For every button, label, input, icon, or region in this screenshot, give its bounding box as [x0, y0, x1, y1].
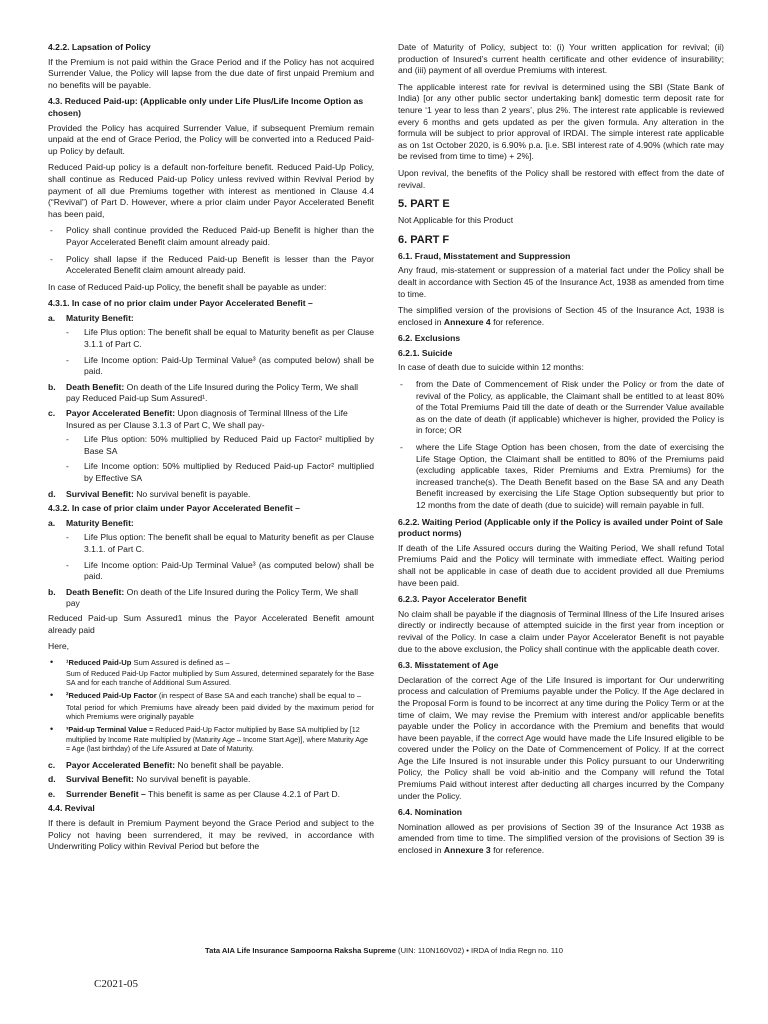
item-title: Payor Accelerated Benefit:: [66, 759, 176, 770]
item-text: No benefit shall be payable.: [177, 759, 284, 770]
part-f-title: 6. PART F: [398, 233, 450, 246]
revival-continued: Date of Maturity of Policy, subject to: (i) Your written application for revival; (ii) production of Insured’s current health certificate and other evidence of insurability; and (iii) payment of all overdue Premiums with interest.: [398, 42, 724, 76]
item-a2-maturity: [48, 518, 374, 530]
section-6-2-1-dash-1: - from the Date of Commencement of Risk under the Policy or from the date of revival of the Policy, as applicable, the Claimant shall be entitled to at least 80% of the Total Premiums Paid till the date of death or the Surrender Value available as on the date of death (if applicable) whichever is higher, provided the Policy is in force; OR: [398, 379, 724, 437]
section-4-4-text: If there is default in Premium Payment beyond the Grace Period and subject to the Policy not having been surrendered, it may be revived, in accordance with Underwriting Policy within Revival Period but before the: [48, 818, 374, 852]
page-footer: [0, 946, 768, 955]
item-title: Payor Accelerated Benefit:: [66, 408, 176, 419]
section-6-2-1-title: 6.2.1. Suicide: [398, 347, 453, 358]
footnote-3: [48, 725, 374, 754]
item-a-dash-2: - Life Income option: Paid-Up Terminal Value³ (as computed below) shall be paid.: [84, 355, 374, 378]
item-a-maturity: [48, 313, 374, 325]
item-label: e.: [48, 788, 56, 799]
item-title: Maturity Benefit:: [66, 312, 134, 323]
section-4-3-para-3: In case of Reduced Paid-up Policy, the benefit shall be payable as under:: [48, 281, 327, 292]
item-d2-survival: [48, 774, 374, 786]
footnote-1: [48, 658, 374, 668]
section-6-2-3-text: No claim shall be payable if the diagnosis of Terminal Illness of the Life Insured arises directly or indirectly because of attempted suicide in the first year from inception or revival of the Policy. In case a claim under Payor Accelerator Benefit is not payable due to the above exclusion, the Policy shall continue with the applicable death cover.: [398, 608, 724, 654]
item-d-survival: [48, 489, 374, 501]
item-b-death: [48, 382, 374, 405]
item-a2-dash-2: - Life Income option: Paid-Up Terminal Value³ (as computed below) shall be paid.: [84, 560, 374, 583]
item-title: Survival Benefit:: [66, 774, 134, 785]
item-label: a.: [48, 312, 56, 323]
item-c2-payor: [48, 760, 374, 772]
section-4-3-title: 4.3. Reduced Paid-up: (Applicable only under Life Plus/Life Income Option as chosen): [48, 96, 364, 118]
item-text: This benefit is same as per Clause 4.2.1 of Part D.: [148, 788, 341, 799]
part-e-text: Not Applicable for this Product: [398, 215, 514, 226]
item-text: On death of the Life Insured during the Policy Term, We shall pay: [66, 586, 359, 609]
item-label: c.: [48, 408, 56, 419]
section-6-2-title: 6.2. Exclusions: [398, 333, 461, 344]
section-6-4-text: [398, 822, 724, 857]
section-6-1-para-2: [398, 305, 724, 328]
section-6-2-2-title: 6.2.2. Waiting Period (Applicable only if the Policy is availed under Point of Sale product norms): [398, 516, 723, 539]
item-e2-surrender: [48, 789, 374, 801]
part-e-title: 5. PART E: [398, 198, 450, 211]
item-a-dash-1: - Life Plus option: The benefit shall be equal to Maturity benefit as per Clause 3.1.1 of Part C.: [84, 327, 374, 350]
item-label: d.: [48, 774, 56, 785]
text-run: The simplified version of the provisions of Section 45 of the Insurance Act, 1938 is enclosed in: [398, 305, 724, 327]
footnote-1-note: Sum of Reduced Paid-Up Factor multiplied by Sum Assured, determined separately for the Base SA and for each tranche of Additional Sum Assured.: [66, 669, 374, 688]
left-column: [48, 42, 374, 858]
section-4-2-2-title: 4.2.2. Lapsation of Policy: [48, 42, 151, 52]
annexure-4-ref: Annexure 4: [443, 316, 491, 327]
item-label: b.: [48, 381, 56, 392]
section-6-1-para-1: Any fraud, mis-statement or suppression of a material fact under the Policy shall be dealt in accordance with Section 45 of the Insurance Act, 1938 as amended from time to time.: [398, 265, 724, 299]
item-text: No survival benefit is payable.: [136, 488, 251, 499]
footnote-rest: Sum Assured is defined as –: [133, 657, 230, 667]
section-4-3-para-1: Provided the Policy has acquired Surrender Value, if subsequent Premium remain unpaid at the end of Grace Period, the Policy will be converted into a Reduced Paid-up Policy by default.: [48, 122, 374, 156]
here-label: Here,: [48, 641, 70, 652]
annexure-3-ref: Annexure 3: [443, 845, 491, 856]
item-c-payor: [48, 408, 374, 431]
text-run: for reference.: [493, 316, 545, 327]
section-4-2-2-text: If the Premium is not paid within the Grace Period and if the Policy has not acquired Surrender Value, the Policy will lapse from the due date of first unpaid Premium and no benefits will be payable.: [48, 56, 374, 90]
item-text: On death of the Life Insured during the Policy Term, We shall pay Reduced Paid-up Sum Assured¹.: [66, 381, 359, 404]
text-run: for reference.: [493, 845, 545, 856]
footnote-rest: (in respect of Base SA and each tranche) shall be equal to –: [158, 691, 362, 701]
item-label: a.: [48, 517, 56, 528]
section-4-3-1-title: 4.3.1. In case of no prior claim under Payor Accelerated Benefit –: [48, 298, 313, 309]
footer-uin: (UIN: 110N160V02) • IRDA of India Regn no. 110: [398, 946, 563, 955]
item-title: Death Benefit:: [66, 381, 125, 392]
footer-product-name: Tata AIA Life Insurance Sampoorna Raksha Supreme: [205, 946, 396, 955]
footnote-2-note: Total period for which Premiums have already been paid divided by the maximum period for which Premiums were originally payable: [66, 702, 374, 721]
item-label: b.: [48, 586, 56, 597]
item-title: Surrender Benefit –: [66, 788, 146, 799]
item-text: No survival benefit is payable.: [136, 774, 251, 785]
item-b2-text-2: Reduced Paid-up Sum Assured1 minus the Payor Accelerated Benefit amount already paid: [48, 612, 374, 635]
section-4-3-dash-2: - Policy shall lapse if the Reduced Paid-up Benefit is lesser than the Payor Accelerated Benefit claim amount already paid.: [48, 254, 374, 277]
footnote-2: [48, 691, 374, 701]
section-6-3-text: Declaration of the correct Age of the Life Insured is important for Our underwriting process and calculation of Premiums payable under the Policy. If the Age declared in the Proposal Form is found to be incorrect at any time during the Policy Term or at the time of claim, We may revise the Premium with interest and/or applicable benefits payable under the Policy in accordance with the Premium and benefits that would have been payable, if the correct Age would have made the Life Insured eligible to be covered under the Policy on the Date of Commencement of Policy. If at the correct Age the Life Insured is not insurable under this Policy pursuant to our Underwriting Policy, the Policy shall be void ab-initio and the Company will refund the Total Premiums Paid without interest after deducting all charges incurred by the Company under the Policy.: [398, 674, 724, 801]
footnote-title: ²Reduced Paid-Up Factor: [66, 691, 157, 701]
footnote-title: ¹Reduced Paid-Up: [66, 657, 132, 667]
item-c-dash-2: - Life Income option: 50% multiplied by Reduced Paid-up Factor² multiplied by Effective SA: [84, 461, 374, 484]
footnote-title: ³Paid-up Terminal Value =: [66, 724, 154, 734]
revival-para-3: Upon revival, the benefits of the Policy shall be restored with effect from the date of revival.: [398, 167, 724, 190]
section-6-2-1-text: In case of death due to suicide within 12 months:: [398, 362, 584, 373]
section-6-2-1-dash-2: - where the Life Stage Option has been chosen, from the date of exercising the Life Stage Option, the Claimant shall be entitled to 80% of the Premiums paid (excluding applicable taxes, Rider Premiums and Extra Premiums) for the increased tranche(s). The Death Benefit based on the Base SA and any Death Benefit increased by exercising the Life Stage Option subsequently but prior to 12 months from the date of death (due to suicide) will remain payable in full.: [398, 442, 724, 512]
item-b2-death: [48, 587, 374, 610]
revival-para-2: The applicable interest rate for revival is determined using the SBI (State Bank of India) [or any other public sector undertaking bank] domestic term deposit rate for tenure ‘1 year to less than 2 years’, plus 2%. The interest rate applicable is reviewed every 6 months and gets updated as per the given formula. Any alteration in the formula will be subject to prior approval of IRDAI. The simple interest rate applicable as on 1st October 2020, is 6.90% p.a. [i.e. SBI interest rate of 4.90% (which rate may be revised from time to time) + 2%].: [398, 81, 724, 162]
item-a2-dash-1: - Life Plus option: The benefit shall be equal to Maturity benefit as per Clause 3.1.1. of Part C.: [84, 532, 374, 555]
section-6-1-title: 6.1. Fraud, Misstatement and Suppression: [398, 250, 571, 261]
item-label: d.: [48, 488, 56, 499]
item-c-dash-1: - Life Plus option: 50% multiplied by Reduced Paid up Factor² multiplied by Base SA: [84, 434, 374, 457]
section-6-2-2-text: If death of the Life Assured occurs during the Waiting Period, We shall refund Total Premiums Paid and the Policy will terminate with immediate effect. Waiting period shall not be applicable in case of death due to accident provided all due Premiums have been paid.: [398, 542, 724, 588]
document-code: C2021-05: [94, 978, 138, 990]
item-title: Survival Benefit:: [66, 488, 134, 499]
item-title: Maturity Benefit:: [66, 517, 134, 528]
section-4-3-2-title: 4.3.2. In case of prior claim under Payor Accelerated Benefit –: [48, 503, 300, 514]
text-run: Nomination allowed as per provisions of Section 39 of the Insurance Act 1938 as amended from time to time. The simplified version of the provisions of Section 39 is enclosed in: [398, 821, 724, 856]
right-column: [398, 42, 724, 862]
section-4-4-title: 4.4. Revival: [48, 803, 95, 814]
item-text: Upon diagnosis of Terminal Illness of the Life Insured as per Clause 3.1.3 of Part C, We shall pay-: [66, 408, 348, 430]
item-label: c.: [48, 759, 56, 770]
section-6-4-title: 6.4. Nomination: [398, 807, 462, 818]
section-4-3-dash-1: - Policy shall continue provided the Reduced Paid-up Benefit is higher than the Payor Accelerated Benefit claim amount already paid.: [48, 225, 374, 248]
section-4-3-para-2: Reduced Paid-up policy is a default non-forfeiture benefit. Reduced Paid-Up Policy, shall continue as Reduced Paid-up Policy unless revived within Revival Period by payment of all due Premiums together with interest as mentioned in Clause 4.4 (“Revival”) of Part D. However, where a prior claim under Payor Accelerated Benefit has been paid,: [48, 162, 374, 219]
item-title: Death Benefit:: [66, 586, 125, 597]
footnote-rest: Reduced Paid-Up Factor multiplied by Base SA multiplied by [12 multiplied by Income Rate multiplied by (Maturity Age – Income Start Age)], where Maturity Age = Age (last birthday) of the Life Assured at Date of Maturity.: [66, 724, 369, 754]
section-6-3-title: 6.3. Misstatement of Age: [398, 660, 499, 671]
section-6-2-3-title: 6.2.3. Payor Accelerator Benefit: [398, 594, 527, 605]
